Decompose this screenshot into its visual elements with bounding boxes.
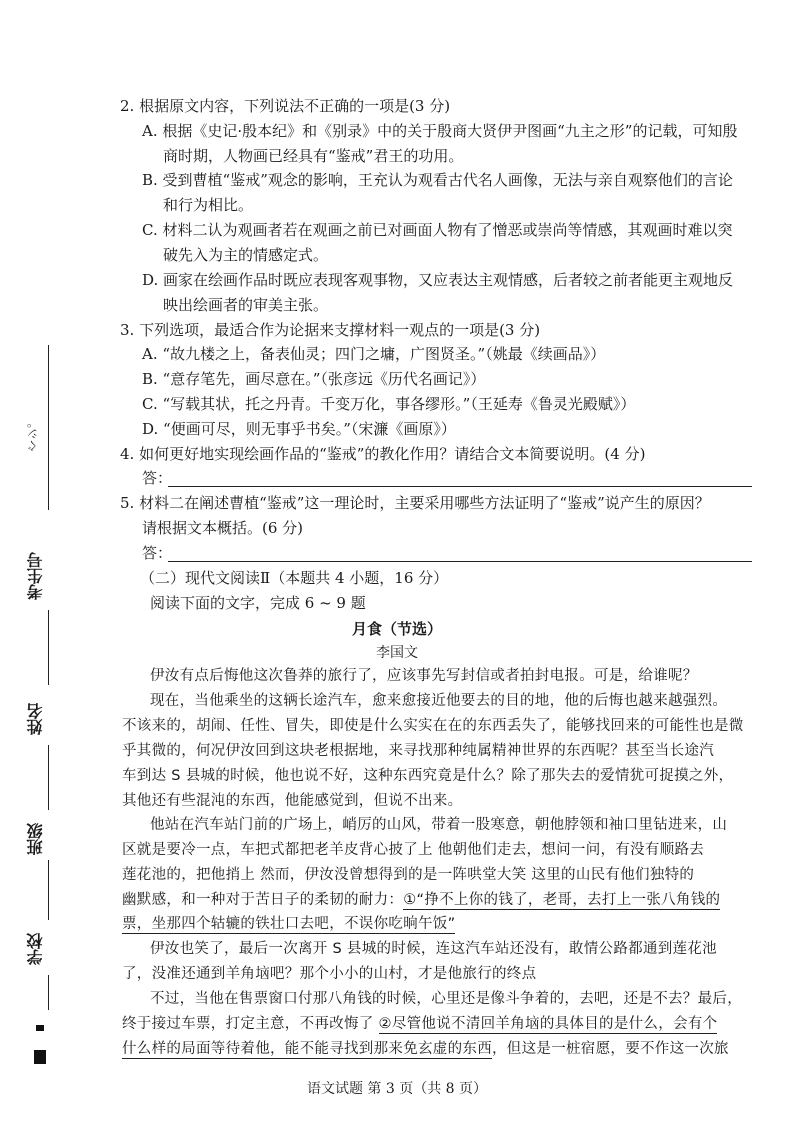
q2-option-d-line1: D. 画家在绘画作品时既应表现客观事物，又应表达主观情感，后者较之前者能更主观地反 [142, 271, 734, 289]
q4-answer-label: 答： [142, 469, 173, 487]
passage-line: 不该来的，胡闹、任性、冒失，即使是什么实实在在的东西丢失了，能够找回来的可能性也是微 [122, 718, 744, 734]
passage-line: 不过，当他在售票窗口付那八角钱的时候，心里还是像斗争着的，去吧，还是不去？最后， [150, 991, 742, 1007]
underlined-sentence-1: ①“挣不上你的钱了，老哥，去打上一张八角钱的 [403, 892, 721, 908]
q3-option-b: B. “意存笔先，画尽意在。”（张彦远《历代名画记》） [142, 370, 486, 388]
passage-line: 车到达 S 县城的时候，他也说不好，这种东西究竟是什么？除了那失去的爱情犹可捉摸之外， [122, 768, 734, 784]
q5-stem-line1: 5. 材料二在阐述曹植“鉴戒”这一理论时，主要采用哪些方法证明了“鉴戒”说产生的原因？ [120, 494, 710, 512]
q3-option-d: D. “便画可尽，则无事乎书矣。”（宋濂《画原》） [142, 420, 456, 438]
passage-line: 伊汝有点后悔他这次鲁莽的旅行了，应该事先写封信或者拍封电报。可是，给谁呢？ [150, 668, 698, 684]
passage-line: 区就是要冷一点，车把式都把老羊皮背心披了上 他朝他们走去，想问一问，有没有顺路去 [122, 842, 705, 858]
binding-line-3 [48, 745, 49, 810]
q3-stem: 3. 下列选项，最适合作为论据来支撑材料一观点的一项是(3 分) [120, 321, 541, 339]
q5-answer-label: 答： [142, 544, 173, 562]
q2-option-d-line2: 映出绘画者的审美主张。 [163, 296, 329, 314]
underlined-sentence-2: ②尽管他说不清回羊角垴的具体目的是什么，会有个 [378, 1016, 718, 1032]
passage-line [122, 914, 455, 934]
binding-label-exam-no: 考生号 [26, 552, 45, 600]
q2-option-b-line1: B. 受到曹植“鉴戒”观念的影响，王充认为观看古代名人画像，无法与亲自观察他们的言论 [142, 171, 733, 189]
binding-mark-1 [36, 1025, 44, 1031]
q5-stem-line2: 请根据文本概括。(6 分) [142, 519, 304, 537]
binding-line-4 [48, 860, 49, 920]
q4-stem: 4. 如何更好地实现绘画作品的“鉴戒”的教化作用？请结合文本简要说明。(4 分) [120, 445, 646, 463]
passage-line: 了，没准还通到羊角垴吧？那个小小的山村，才是他旅行的终点 [122, 966, 537, 982]
passage-line [122, 890, 720, 910]
underlined-sentence-2-cont: 什么样的局面等待着他，能不能寻找到那来免玄虚的东西 [122, 1041, 492, 1057]
q2-option-c-line1: C. 材料二认为观画者若在观画之前已对画面人物有了憎恶或崇尚等情感，其观画时难以突 [142, 221, 733, 239]
q2-option-c-line2: 破先入为主的情感定式。 [163, 246, 329, 264]
passage-title: 月食（节选） [351, 620, 442, 638]
passage-author: 李国文 [376, 645, 418, 661]
passage-line: 莲花池的，把他捎上 然而，伊汝没曾想得到的是一阵哄堂大笑 这里的山民有他们独特的 [122, 867, 695, 883]
binding-label-class: 班级 [26, 823, 45, 855]
binding-scribble: ぐシ。 [26, 416, 40, 452]
binding-line-top [48, 345, 49, 510]
passage-line [122, 1039, 729, 1059]
q2-option-b-line2: 和行为相比。 [163, 196, 254, 214]
page-footer: 语文试题 第 3 页（共 8 页） [306, 1081, 488, 1097]
q5-answer-line[interactable] [168, 561, 752, 562]
passage-line: 其他还有些混沌的东西，他能感觉到，但说不出来。 [122, 793, 463, 809]
binding-label-school: 学校 [26, 933, 45, 965]
passage-text: 终于接过车票，打定主意，不再改悔了 [122, 1016, 379, 1032]
section-heading: （二）现代文阅读Ⅱ（本题共 4 小题，16 分） [140, 569, 449, 587]
passage-line [122, 1014, 717, 1034]
binding-line-5 [48, 975, 49, 1010]
passage-line: 伊汝也笑了，最后一次离开 S 县城的时候，连这汽车站还没有，敢情公路都通到莲花池 [150, 941, 717, 957]
q3-option-c: C. “写载其状，托之丹青。千变万化，事各缪形。”（王延寿《鲁灵光殿赋》） [142, 395, 636, 413]
binding-label-name: 姓名 [26, 703, 45, 735]
section-instruction: 阅读下面的文字，完成 6 ~ 9 题 [150, 594, 366, 612]
q4-answer-line[interactable] [168, 486, 752, 487]
q3-option-a: A. “故九楼之上，备表仙灵；四门之墉，广图贤圣。”（姚最《续画品》） [142, 345, 606, 363]
passage-line: 现在，当他乘坐的这辆长途汽车，愈来愈接近他要去的目的地，他的后悔也越来越强烈。 [150, 693, 728, 709]
binding-mark-2 [34, 1050, 46, 1064]
passage-line: 乎其微的，何况伊汝回到这块老根据地，来寻找那种纯属精神世界的东西呢？甚至当长途汽 [122, 743, 714, 759]
passage-text: ，但这是一桩宿愿，要不作这一次旅 [492, 1041, 729, 1057]
q2-option-a-line1: A. 根据《史记·殷本纪》和《别录》中的关于殷商大贤伊尹图画“九主之形”的记载，可知殷 [142, 122, 738, 140]
q2-stem: 2. 根据原文内容，下列说法不正确的一项是(3 分) [120, 97, 451, 115]
q2-option-a-line2: 商时期，人物画已经具有“鉴戒”君王的功用。 [163, 147, 464, 165]
underlined-sentence-1-cont: 票，坐那四个轱辘的铁壮口去吧，不误你吃晌午饭” [122, 916, 456, 932]
passage-text: 幽默感，和一种对于苦日子的柔韧的耐力： [122, 892, 404, 908]
passage-line: 他站在汽车站门前的广场上，峭厉的山风，带着一股寒意，朝他脖领和袖口里钻进来，山 [150, 817, 728, 833]
